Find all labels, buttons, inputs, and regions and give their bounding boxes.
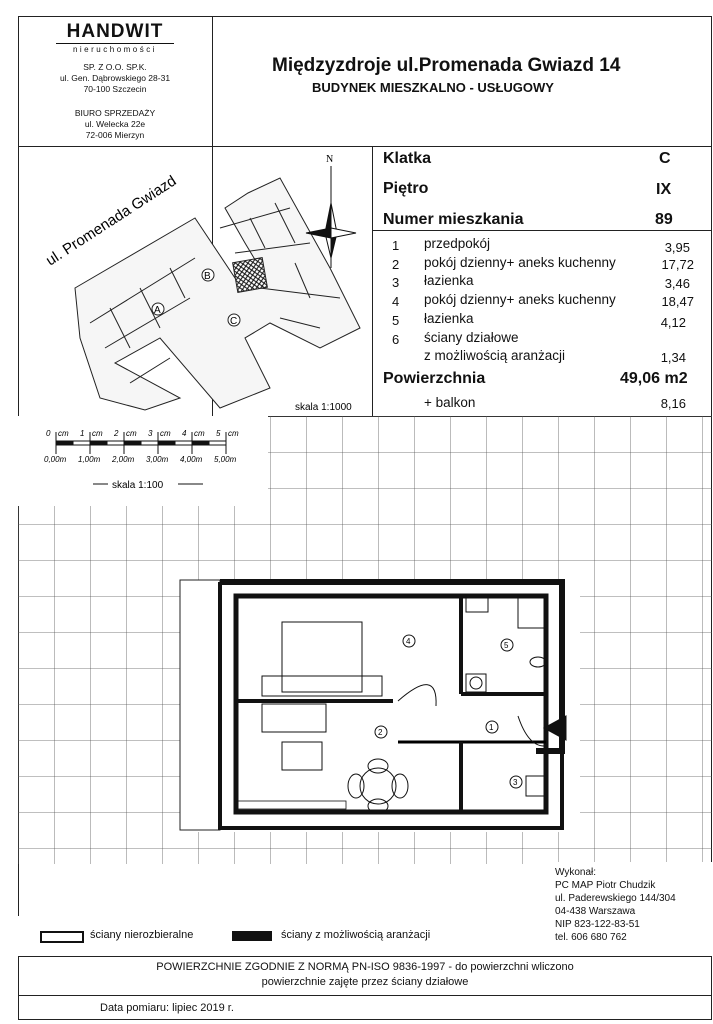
contractor-line: NIP 823-122-83-51 — [555, 919, 640, 930]
scale-cm-label: 4 — [182, 429, 187, 438]
scale-cm-label: cm — [160, 429, 171, 438]
header-bottom-line — [18, 146, 712, 147]
room-area: 18,47 — [661, 294, 694, 309]
room-name: ściany działowe — [424, 330, 519, 345]
room-area: 1,34 — [660, 350, 686, 365]
sales-office — [20, 108, 210, 141]
office-title: BIURO SPRZEDAŻY — [74, 108, 156, 118]
marker-b: B — [204, 271, 211, 282]
marker-c: C — [230, 316, 238, 327]
balcony-label: + balkon — [424, 395, 476, 410]
room-num: 4 — [392, 294, 400, 309]
street-name: ul. Promenada Gwiazd — [42, 172, 180, 270]
scale-m-label: 4,00m — [180, 455, 203, 464]
scale-cm-label: cm — [58, 429, 69, 438]
footer-line — [18, 956, 712, 957]
page-title: Międzyzdroje ul.Promenada Gwiazd 14 — [272, 55, 621, 76]
site-plan — [20, 148, 370, 414]
room-area: 3,46 — [664, 276, 690, 291]
scale-cm-label: cm — [228, 429, 239, 438]
brand-name: HANDWIT — [66, 21, 164, 42]
room-area: 4,12 — [660, 315, 686, 330]
pietro-value: IX — [656, 181, 672, 198]
numer-value: 89 — [655, 211, 673, 228]
scale-m-label: 1,00m — [78, 455, 101, 464]
office-line: 72-006 Mierzyn — [85, 130, 145, 140]
legend-solid-wall-icon — [40, 931, 84, 943]
contractor-line: ul. Paderewskiego 144/304 — [555, 893, 676, 904]
total-value: 49,06 m2 — [620, 370, 688, 387]
address-line: SP. Z O.O. SP.K. — [83, 62, 147, 72]
room-num: 3 — [392, 275, 400, 290]
room-num: 1 — [392, 238, 400, 253]
room-name: pokój dzienny+ aneks kuchenny — [424, 292, 616, 307]
north-label: N — [326, 154, 334, 165]
scale-cm-label: 2 — [114, 429, 119, 438]
legend-partition-wall-icon — [232, 931, 272, 941]
contractor — [555, 866, 676, 944]
scale-cm-label: 3 — [148, 429, 153, 438]
klatka-value: C — [659, 150, 671, 167]
plan-label: 4 — [406, 637, 411, 646]
scale-cm-label: cm — [126, 429, 137, 438]
plan-label: 3 — [513, 778, 518, 787]
room-name-cont: z możliwością aranżacji — [424, 348, 566, 363]
page-subtitle: BUDYNEK MIESZKALNO - USŁUGOWY — [312, 80, 554, 95]
marker-a: A — [154, 305, 161, 316]
contractor-line: 04-438 Warszawa — [555, 906, 636, 917]
plan-label: 1 — [489, 723, 494, 732]
contractor-line: tel. 606 680 762 — [555, 932, 627, 943]
footer-note: POWIERZCHNIE ZGODNIE Z NORMĄ PN-ISO 9836-1997 - do powierzchni wliczono — [156, 961, 574, 973]
scale-m-label: 2,00m — [112, 455, 135, 464]
legend-item: ściany nierozbieralne — [90, 929, 194, 941]
measurement-date: Data pomiaru: lipiec 2019 r. — [100, 1002, 234, 1014]
floor-plan-grid — [18, 416, 712, 864]
klatka-label: Klatka — [383, 150, 432, 167]
room-num: 6 — [392, 332, 400, 347]
plan-label: 5 — [504, 641, 509, 650]
scale-cm-label: 1 — [80, 429, 85, 438]
scale-m-label: 0,00m — [44, 455, 67, 464]
room-name: łazienka — [424, 311, 474, 326]
room-name: przedpokój — [424, 236, 491, 251]
total-label: Powierzchnia — [383, 370, 486, 387]
room-name: pokój dzienny+ aneks kuchenny — [424, 255, 616, 270]
room-area: 3,95 — [664, 240, 690, 255]
company-address — [20, 62, 210, 95]
info-divider — [372, 146, 373, 416]
scale-cm-label: cm — [92, 429, 103, 438]
footer-note: powierzchnie zajęte przez ściany działowe — [261, 976, 469, 988]
legend-item: ściany z możliwością aranżacji — [281, 929, 431, 941]
site-scale: skala 1:1000 — [295, 402, 352, 413]
address-line: 70-100 Szczecin — [83, 84, 147, 94]
brand-sub: nieruchomości — [56, 43, 174, 54]
contractor-line: Wykonał: — [555, 867, 597, 878]
room-num: 2 — [392, 257, 400, 272]
scale-m-label: 3,00m — [146, 455, 169, 464]
info-line — [372, 230, 712, 231]
numer-label: Numer mieszkania — [383, 211, 524, 228]
scale-cm-label: cm — [194, 429, 205, 438]
contractor-line: PC MAP Piotr Chudzik — [555, 880, 656, 891]
plan-scale: skala 1:100 — [112, 480, 164, 491]
scale-cm-label: 5 — [216, 429, 221, 438]
plan-label: 2 — [378, 728, 383, 737]
footer-line — [18, 995, 712, 996]
balcony-value: 8,16 — [660, 396, 686, 411]
office-line: ul. Welecka 22e — [84, 119, 146, 129]
scale-cm-label: 0 — [46, 429, 51, 438]
pietro-label: Piętro — [383, 180, 429, 197]
room-num: 5 — [392, 313, 400, 328]
room-area: 17,72 — [661, 257, 694, 272]
room-name: łazienka — [424, 273, 474, 288]
scale-m-label: 5,00m — [214, 455, 237, 464]
company-logo — [56, 22, 174, 54]
address-line: ul. Gen. Dąbrowskiego 28-31 — [59, 73, 171, 83]
apartment-plan — [180, 580, 580, 832]
